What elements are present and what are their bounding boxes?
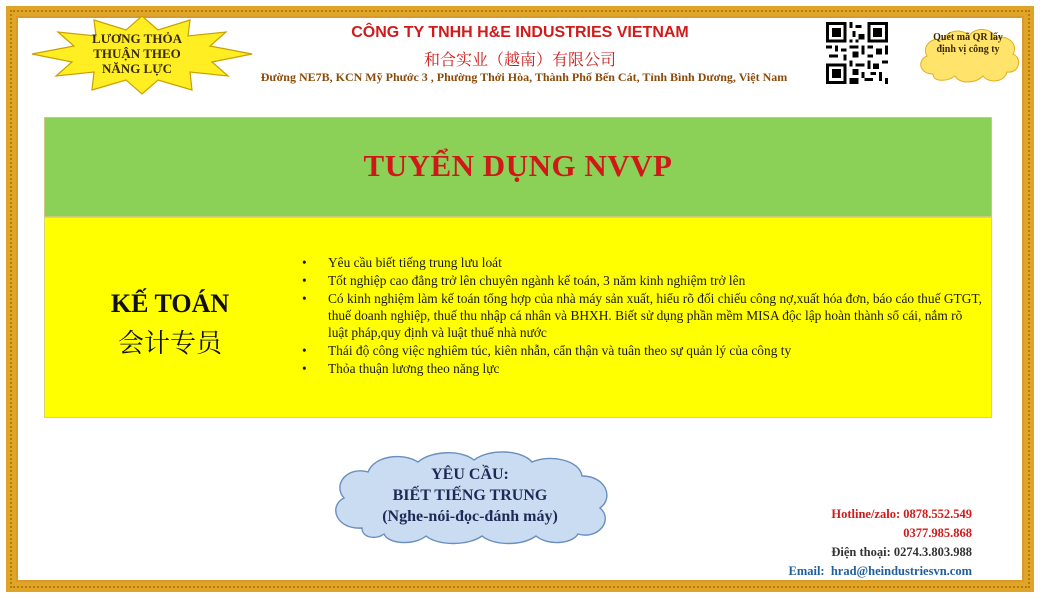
requirement-text: Có kinh nghiệm làm kế toán tổng hợp của nhà máy sản xuất, hiểu rõ đối chiếu công nợ,xuất hóa đơn, báo cáo thuế GTGT, thuế doanh nghiệp, thuế thu nhập cá nhân và BHXH. Biết sử dụng phần mềm MISA độc lập hoàn thành sổ cái, nắm rõ luật pháp,quy định và luật thuế nhà nước (328, 291, 982, 340)
qr-code-icon[interactable] (826, 22, 888, 84)
callout-line: YÊU CẦU: (431, 466, 509, 483)
requirement-text: Thái độ công việc nghiêm túc, kiên nhẫn, cẩn thận và tuân theo sự quản lý của công ty (328, 343, 792, 358)
requirements-list (302, 254, 982, 378)
position-name-chinese: 会计专员 (117, 329, 222, 359)
callout-line: BIẾT TIẾNG TRUNG (392, 487, 548, 504)
bullet-icon: • (302, 255, 307, 270)
qr-location-note: Quét mã QR lấy định vị công ty (933, 32, 1003, 55)
contact-info (700, 505, 972, 581)
bullet-icon: • (302, 343, 307, 358)
company-address: Đường NE7B, KCN Mỹ Phước 3 , Phường Thới Hòa, Thành Phố Bến Cát, Tỉnh Bình Dương, Việt Nam (260, 70, 788, 84)
hotline-secondary[interactable]: 0377.985.868 (903, 526, 972, 540)
company-name: CÔNG TY TNHH H&E INDUSTRIES VIETNAM (351, 24, 689, 41)
list-item (302, 360, 982, 377)
list-item (302, 254, 982, 271)
email-line (700, 562, 972, 581)
phone-number[interactable]: Điện thoại: 0274.3.803.988 (831, 545, 972, 559)
language-requirement-callout (330, 464, 610, 527)
requirement-text: Tốt nghiệp cao đẳng trở lên chuyên ngành kế toán, 3 năm kinh nghiệm trở lên (328, 273, 746, 288)
company-name-chinese: 和合实业（越南）有限公司 (423, 50, 616, 69)
list-item (302, 290, 982, 341)
requirement-text: Yêu cầu biết tiếng trung lưu loát (328, 255, 502, 270)
salary-badge-text: LƯƠNG THỎA THUẬN THEO NĂNG LỰC (92, 31, 182, 76)
hotline[interactable]: Hotline/zalo: 0878.552.549 (831, 507, 972, 521)
job-title: TUYỂN DỤNG NVVP (363, 148, 673, 183)
list-item (302, 272, 982, 289)
bullet-icon: • (302, 361, 307, 376)
email-label: Email: (788, 564, 825, 578)
position-name: KẾ TOÁN (110, 289, 230, 318)
requirement-text: Thỏa thuận lương theo năng lực (328, 361, 500, 376)
email-link[interactable]: hrad@heindustriesvn.com (830, 564, 972, 578)
bullet-icon: • (302, 291, 307, 306)
list-item (302, 342, 982, 359)
bullet-icon: • (302, 273, 307, 288)
callout-line: (Nghe-nói-đọc-đánh máy) (382, 508, 558, 525)
